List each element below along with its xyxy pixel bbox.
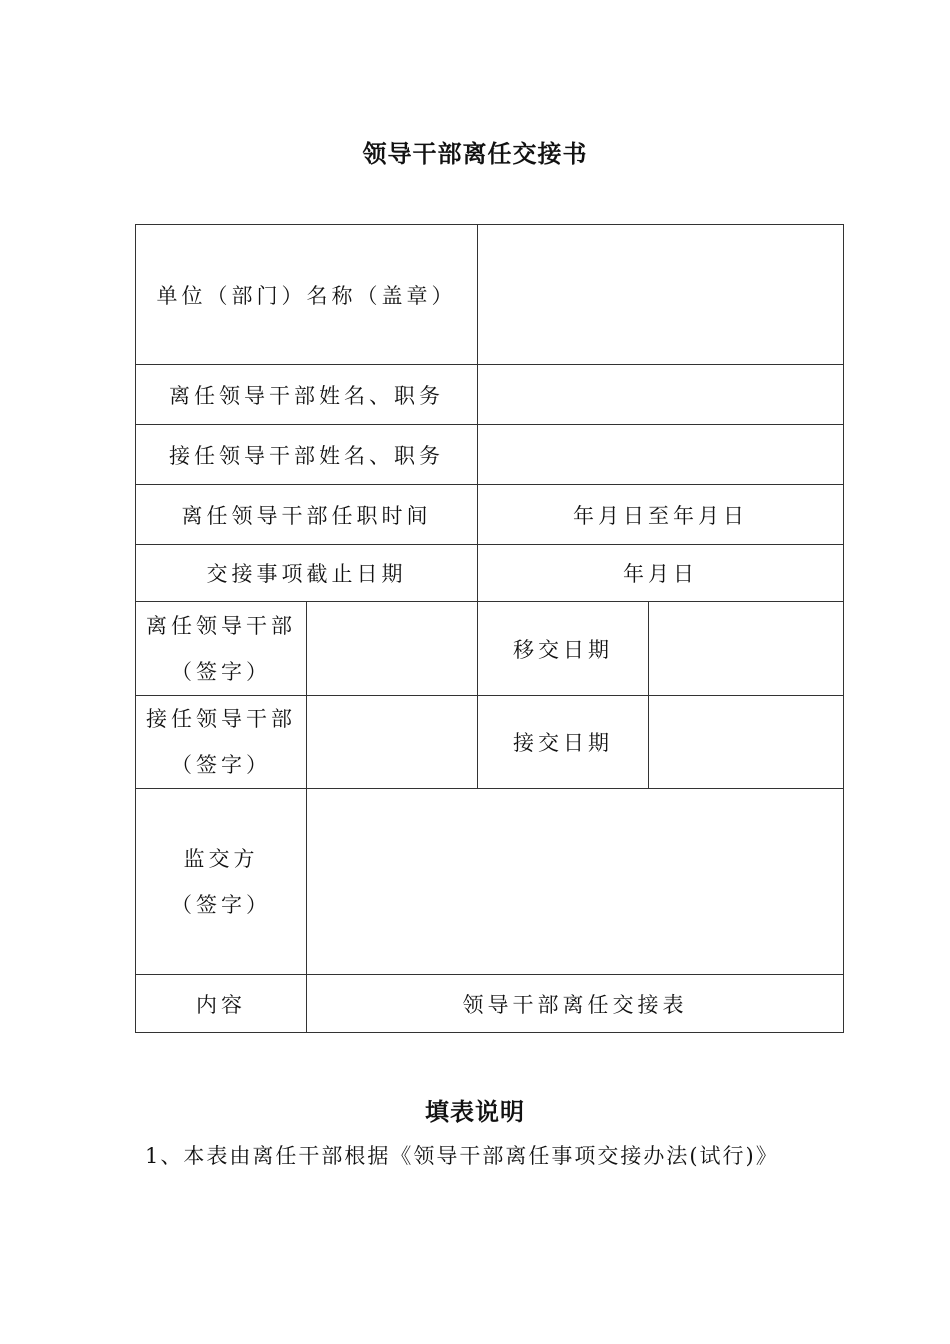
incoming-signature-field[interactable] xyxy=(307,696,478,789)
supervisor-label xyxy=(136,789,307,975)
row-outgoing-sign xyxy=(136,602,844,696)
content-label: 内容 xyxy=(136,975,307,1033)
instruction-item-1: 1、本表由离任干部根据《领导干部离任事项交接办法(试行)》 xyxy=(145,1144,779,1168)
row-cutoff xyxy=(136,545,844,602)
cutoff-label: 交接事项截止日期 xyxy=(136,545,478,602)
receive-date-field[interactable] xyxy=(649,696,844,789)
receive-date-label: 接交日期 xyxy=(478,696,649,789)
supervisor-signature-field[interactable] xyxy=(307,789,844,975)
outgoing-signature-field[interactable] xyxy=(307,602,478,696)
incoming-sign-label-line2: （签字） xyxy=(171,753,271,777)
incoming-name-field[interactable] xyxy=(478,425,844,485)
outgoing-sign-label xyxy=(136,602,307,696)
outgoing-sign-label-line2: （签字） xyxy=(171,659,271,684)
handover-form-table xyxy=(135,224,844,1033)
row-unit-name xyxy=(136,225,844,365)
incoming-sign-label xyxy=(136,696,307,789)
row-incoming-sign xyxy=(136,696,844,789)
incoming-sign-label-line1: 接任领导干部 xyxy=(146,707,296,731)
term-value[interactable]: 年月日至年月日 xyxy=(478,485,844,545)
outgoing-name-label: 离任领导干部姓名、职务 xyxy=(136,365,478,425)
instructions-title: 填表说明 xyxy=(425,1098,525,1126)
outgoing-sign-label-line1: 离任领导干部 xyxy=(146,613,296,638)
row-content xyxy=(136,975,844,1033)
unit-name-label: 单位（部门）名称（盖章） xyxy=(136,225,478,365)
row-term xyxy=(136,485,844,545)
supervisor-label-line1: 监交方 xyxy=(183,846,259,871)
term-label: 离任领导干部任职时间 xyxy=(136,485,478,545)
row-outgoing-name xyxy=(136,365,844,425)
cutoff-value[interactable]: 年月日 xyxy=(478,545,844,602)
row-supervisor xyxy=(136,789,844,975)
handover-date-label: 移交日期 xyxy=(478,602,649,696)
document-title: 领导干部离任交接书 xyxy=(362,140,588,168)
supervisor-label-line2: （签字） xyxy=(171,892,271,917)
incoming-name-label: 接任领导干部姓名、职务 xyxy=(136,425,478,485)
content-value: 领导干部离任交接表 xyxy=(307,975,844,1033)
handover-date-field[interactable] xyxy=(649,602,844,696)
outgoing-name-field[interactable] xyxy=(478,365,844,425)
row-incoming-name xyxy=(136,425,844,485)
unit-name-field[interactable] xyxy=(478,225,844,365)
